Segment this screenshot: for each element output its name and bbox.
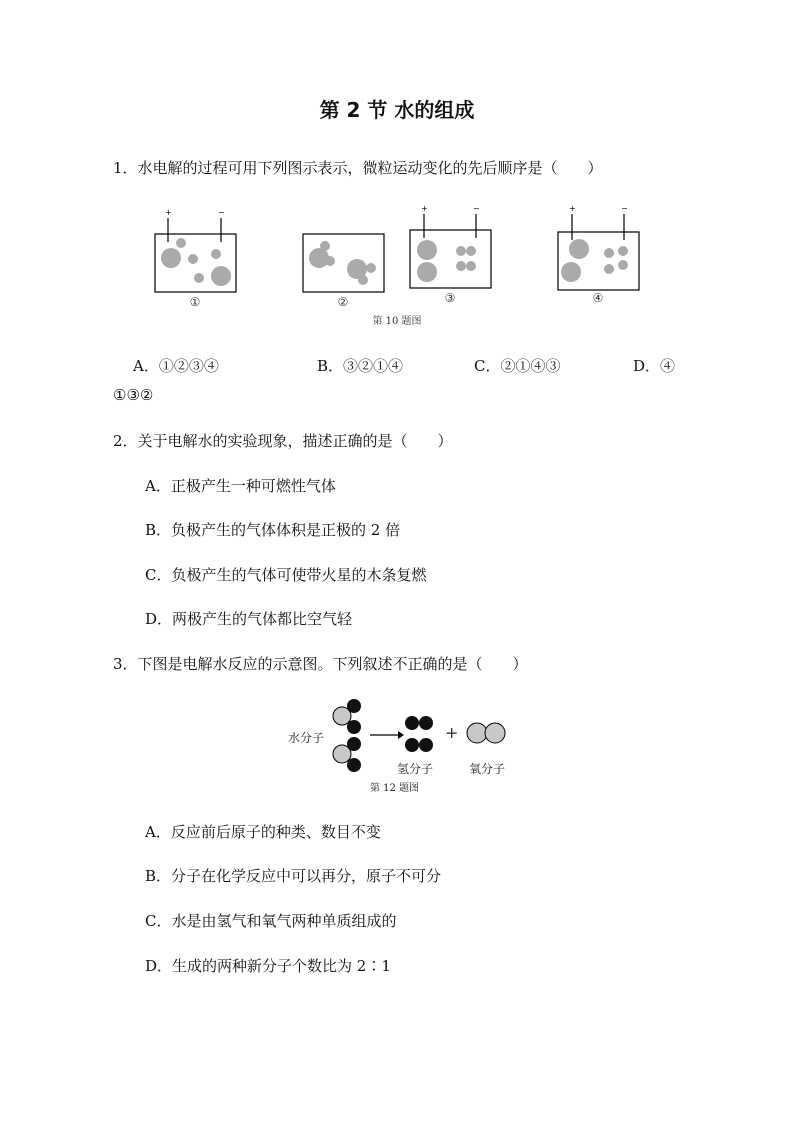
panel-2-particle (320, 241, 330, 251)
q2-option-b: B．负极产生的气体体积是正极的 2 倍 (145, 521, 401, 539)
q2-option-a: A．正极产生一种可燃性气体 (145, 477, 336, 495)
panel-3-label: ③ (444, 291, 456, 305)
q3-figure (0, 692, 794, 802)
q2-option-c: C．负极产生的气体可使带火星的木条复燃 (145, 566, 427, 584)
q2-stem: 2．关于电解水的实验现象，描述正确的是（ ） (113, 432, 453, 450)
q1-option-d: D．④ (633, 357, 676, 375)
q1-option-c: C．②①④③ (474, 357, 561, 375)
panel-3-minus-sign: − (473, 204, 480, 213)
panel-1-particle (176, 238, 186, 248)
page-title: 第 2 节 水的组成 (319, 98, 475, 122)
panel-1-particle (211, 266, 231, 286)
panel-3-particle (456, 261, 466, 271)
hydrogen-molecule-atom (405, 738, 419, 752)
q1-option-a: A．①②③④ (133, 357, 219, 375)
panel-4-particle (561, 262, 581, 282)
panel-4-particle (569, 239, 589, 259)
panel-3-particle (466, 261, 476, 271)
q3-stem: 3．下图是电解水反应的示意图。下列叙述不正确的是（ ） (113, 655, 528, 673)
panel-1-particle (211, 249, 221, 259)
panel-3-particle (417, 262, 437, 282)
panel-4-particle (604, 248, 614, 258)
panel-4-particle (604, 264, 614, 274)
panel-3-plus-sign: + (421, 204, 428, 213)
q1-option-d-continued: ①③② (113, 386, 154, 404)
q2-option-d: D．两极产生的气体都比空气轻 (145, 610, 353, 628)
panel-4-particle (618, 246, 628, 256)
panel-3-particle (417, 240, 437, 260)
oxygen-molecule-label: 氧分子 (469, 762, 506, 776)
oxygen-molecule-atom (467, 723, 487, 743)
panel-2-particle (325, 256, 335, 266)
panel-1-particle (161, 248, 181, 268)
q1-stem: 1．水电解的过程可用下列图示表示，微粒运动变化的先后顺序是（ ） (113, 159, 603, 177)
figure-caption: 第 10 题图 (372, 316, 422, 327)
panel-1-minus-sign: − (218, 208, 225, 217)
q3-option-a: A．反应前后原子的种类、数目不变 (145, 823, 381, 841)
q1-figure (0, 198, 794, 338)
panel-4-plus-sign: + (569, 204, 576, 213)
hydrogen-molecule-atom (419, 716, 433, 730)
panel-1-particle (194, 273, 204, 283)
panel-4-minus-sign: − (621, 204, 628, 213)
panel-1-plus-sign: + (165, 208, 172, 217)
hydrogen-molecule-label: 氢分子 (397, 762, 434, 776)
panel-2-particle (366, 263, 376, 273)
hydrogen-atom (333, 745, 351, 763)
panel-4-label: ④ (592, 291, 604, 305)
panel-2-particle (358, 275, 368, 285)
figure-caption: 第 12 题图 (370, 783, 420, 794)
panel-3-particle (466, 246, 476, 256)
oxygen-molecule-atom (485, 723, 505, 743)
hydrogen-atom (333, 707, 351, 725)
reaction-arrow-head (398, 731, 404, 739)
panel-1-label: ① (189, 295, 201, 309)
q3-option-b: B．分子在化学反应中可以再分，原子不可分 (145, 867, 442, 885)
panel-2-label: ② (337, 295, 349, 309)
panel-3-particle (456, 246, 466, 256)
panel-4-particle (618, 260, 628, 270)
q1-option-b: B．③②①④ (317, 357, 404, 375)
q3-option-c: C．水是由氢气和氧气两种单质组成的 (145, 912, 397, 930)
hydrogen-molecule-atom (419, 738, 433, 752)
q3-option-d: D．生成的两种新分子个数比为 2∶1 (145, 957, 391, 975)
hydrogen-molecule-atom (405, 716, 419, 730)
panel-1-particle (188, 254, 198, 264)
water-molecule-label: 水分子 (288, 731, 325, 745)
reaction-plus-sign: + (445, 723, 459, 742)
